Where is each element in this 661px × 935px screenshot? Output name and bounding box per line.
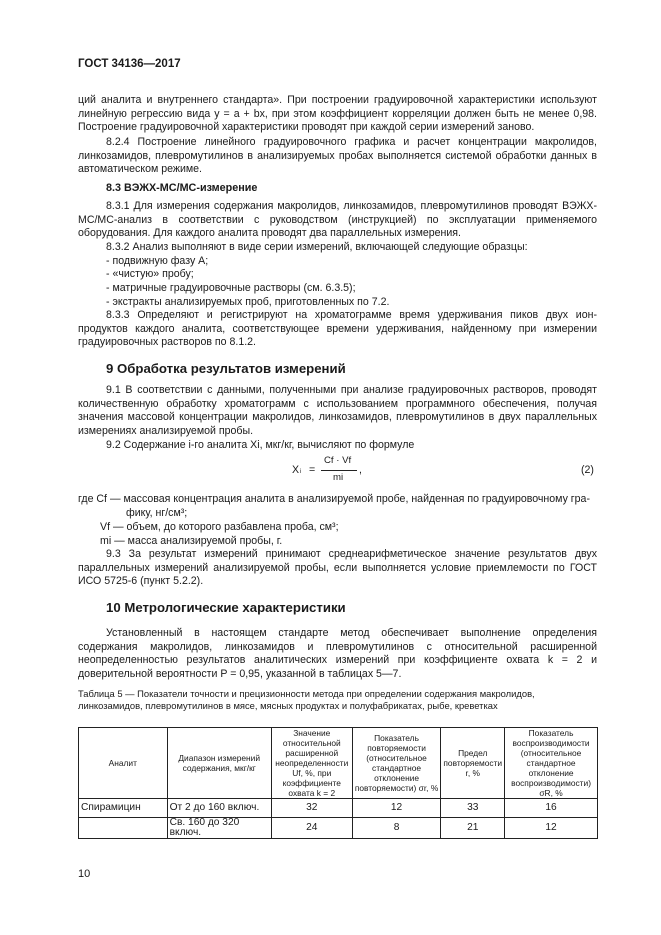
section-9-heading: 9 Обработка результатов измерений [106, 361, 346, 376]
cell-reproducibility-sd: 16 [505, 799, 598, 818]
col-repeatability-sd: Показатель повторяемости (относительное стандартное отклонение повторяемости) σr, % [352, 728, 441, 799]
col-reproducibility-sd: Показатель воспроизводимости (относительное стандартное отклонение воспроизводимости) σR, % [505, 728, 598, 799]
cell-uncertainty: 24 [271, 818, 352, 839]
list-item: - подвижную фазу А; [106, 255, 209, 267]
cell-reproducibility-sd: 12 [505, 818, 598, 839]
cell-range: Св. 160 до 320 включ. [167, 818, 271, 839]
cell-uncertainty: 32 [271, 799, 352, 818]
formula-numerator: Cf · Vf [324, 455, 352, 466]
col-range: Диапазон измерений содержания, мкг/кг [167, 728, 271, 799]
paragraph-9-3: 9.3 За результат измерений принимают среднеарифметическое значение результатов двух параллельных измерений анализируемой пробы, если выполняется условие приемлемости по ГОСТ ИСО 5725-6 (пункт 5.2.2). [78, 548, 597, 588]
formula-lhs: X [292, 464, 300, 476]
paragraph-8-3-3: 8.3.3 Определяют и регистрируют на хроматограмме время удерживания пиков двух ион-продуктов каждого аналита, соответствующее времени удерживания, найденному при измерении градуировочных растворов по 8.1.2. [78, 309, 597, 349]
cell-range: От 2 до 160 включ. [167, 799, 271, 818]
document-header: ГОСТ 34136—2017 [78, 58, 181, 70]
cell-repeatability-sd: 8 [352, 818, 441, 839]
table-row [79, 799, 598, 818]
formula-lhs-subscript: i [300, 469, 302, 475]
col-analyte: Аналит [79, 728, 168, 799]
paragraph-8-2-3-cont: ций аналита и внутреннего стандарта». При построении градуировочной характеристики используют линейную регрессию вида y = a + bx, при этом коэффициент корреляции должен быть не менее 0,98. Построение градуировочной характеристики проводят при каждой серии измерений заново. [78, 94, 597, 134]
paragraph-9-1: 9.1 В соответствии с данными, полученными при анализе градуировочных растворов, проводят количественную обработку хроматограмм с использованием программного обеспечения, получая значения массовой концентрации макролидов, линкозамидов, плевромутилинов в двух параллельных измерениях анализируемой пробы. [78, 384, 597, 437]
where-cf: где Cf — массовая концентрация аналита в анализируемой пробе, найденная по градуировочному гра- [78, 493, 590, 505]
where-mi: mi — масса анализируемой пробы, г. [100, 535, 283, 547]
cell-analyte [79, 818, 168, 839]
cell-repeatability-limit: 33 [441, 799, 505, 818]
section-10-heading: 10 Метрологические характеристики [106, 600, 346, 615]
page-number: 10 [78, 868, 91, 880]
where-cf-cont: фику, нг/см³; [126, 507, 188, 519]
col-repeatability-limit: Предел повторяемости r, % [441, 728, 505, 799]
list-item: - «чистую» пробу; [106, 268, 194, 280]
col-uncertainty: Значение относительной расширенной неопределенности Uf, %, при коэффициенте охвата k = 2 [271, 728, 352, 799]
table-5 [78, 727, 598, 839]
cell-analyte: Спирамицин [79, 799, 168, 818]
where-vf: Vf — объем, до которого разбавлена проба, см³; [100, 521, 339, 533]
paragraph-10: Установленный в настоящем стандарте метод обеспечивает выполнение определения содержания макролидов, линкозамидов и плевромутилинов с относительной расширенной неопределенностью результатов аналитических измерений при коэффициенте охвата k = 2 и доверительной вероятности P = 0,95, указанной в таблицах 5—7. [78, 627, 597, 680]
cell-repeatability-sd: 12 [352, 799, 441, 818]
paragraph-8-3-2: 8.3.2 Анализ выполняют в виде серии измерений, включающей следующие образцы: [106, 241, 528, 253]
list-item: - матричные градуировочные растворы (см. 6.3.5); [106, 282, 356, 294]
cell-repeatability-limit: 21 [441, 818, 505, 839]
paragraph-8-3-1: 8.3.1 Для измерения содержания макролидов, линкозамидов, плевромутилинов проводят ВЭЖХ-МС/МС-анализ в соответствии с руководством (инструкцией) по эксплуатации применяемого оборудования. Для каждого аналита проводят два параллельных измерения. [78, 200, 597, 240]
table-row [79, 818, 598, 839]
paragraph-8-2-4: 8.2.4 Построение линейного градуировочного графика и расчет концентрации макролидов, линкозамидов, плевромутилинов в анализируемых пробах выполняется системой обработки данных в автоматическом режиме. [78, 136, 597, 176]
paragraph-9-2: 9.2 Содержание i-го аналита Xi, мкг/кг, вычисляют по формуле [106, 439, 415, 451]
table-header-row [79, 728, 598, 799]
list-item: - экстракты анализируемых проб, приготовленных по 7.2. [106, 296, 390, 308]
section-8-3-heading: 8.3 ВЭЖХ-МС/МС-измерение [106, 182, 258, 194]
table-5-caption: Таблица 5 — Показатели точности и прецизионности метода при определении содержания макролидов, линкозамидов, плевромутилинов в мясе, мясных продуктах и полуфабрикатах, рыбе, креветках [78, 688, 535, 711]
fraction-bar [321, 470, 357, 471]
formula-denominator: mi [333, 472, 344, 483]
equation-number: (2) [581, 464, 594, 476]
